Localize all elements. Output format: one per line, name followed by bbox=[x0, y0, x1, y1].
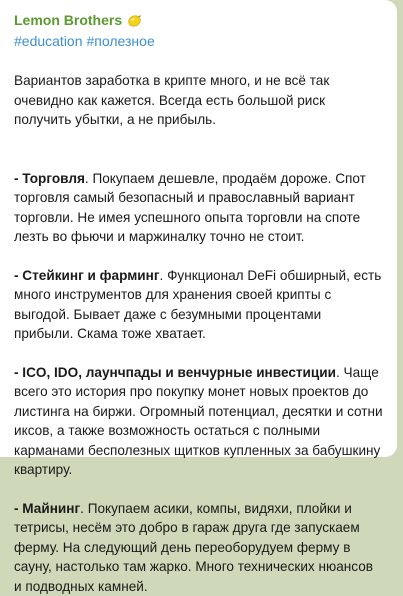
section-mining bbox=[14, 499, 383, 596]
section-body: . Покупаем дешевле, продаём дороже. Спот торговля самый безопасный и православный вариант торговли. Не имея успешного опыта торговли на споте лезть во фьючи и маржиналку точно не стоит. bbox=[14, 171, 366, 245]
section-title: - Торговля bbox=[14, 171, 85, 186]
section-title: - Майнинг bbox=[14, 501, 80, 516]
section-body: . Покупаем асики, компы, видяхи, плойки и тетрисы, несём это добро в гараж друга где запускаем ферму. На следующий день переоборудуем ферму в сауну, настолько там жарко. Много технических нюансов и подводных камней. bbox=[14, 501, 373, 594]
lemon-icon bbox=[127, 13, 142, 28]
section-title: - ICO, IDO, лаунчпады и венчурные инвестиции bbox=[14, 365, 336, 380]
hashtag-useful[interactable]: #полезное bbox=[87, 31, 155, 51]
section-title: - Стейкинг и фарминг bbox=[14, 268, 160, 283]
message-header bbox=[14, 10, 383, 30]
section-staking bbox=[14, 266, 383, 344]
section-body: . Чаще всего это история про покупку монет новых проектов до листинга на биржи. Огромный потенциал, десятки и сотни иксов, а также возможность остаться с полными карманами бесполезных щитков купленных за бабушкину квартиру. bbox=[14, 365, 383, 478]
hashtag-row bbox=[14, 31, 383, 51]
channel-name[interactable]: Lemon Brothers bbox=[14, 10, 122, 30]
section-trading bbox=[14, 169, 383, 247]
section-body: . Функционал DeFi обширный, есть много инструментов для хранения своей крипты с выгодой. Бывает даже с безумными процентами прибыли. Скама тоже хватает. bbox=[14, 268, 381, 342]
section-ico bbox=[14, 363, 383, 480]
intro-paragraph: Вариантов заработка в крипте много, и не всё так очевидно как кажется. Всегда есть большой риск получить убытки, а не прибыль. bbox=[14, 71, 383, 130]
hashtag-education[interactable]: #education bbox=[14, 31, 83, 51]
